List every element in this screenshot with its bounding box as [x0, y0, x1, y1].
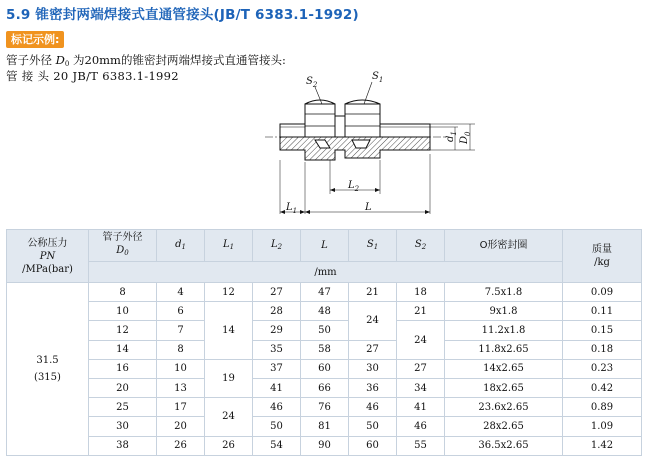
cell-s2: 27 — [397, 359, 445, 378]
header-d0-sym: $D_0$ — [116, 245, 129, 257]
cell-s1: 60 — [349, 436, 397, 455]
table-row — [7, 283, 642, 302]
cell-l2: 41 — [253, 378, 301, 397]
cell-d0: 16 — [89, 359, 157, 378]
table-row — [7, 340, 642, 359]
cell-d1: 6 — [157, 302, 205, 321]
header-s1: $S_1$ — [349, 230, 397, 262]
cell-d1: 20 — [157, 417, 205, 436]
cell-s1: 30 — [349, 359, 397, 378]
cell-l2: 27 — [253, 283, 301, 302]
table-row — [7, 302, 642, 321]
label-l1: $L_1$ — [286, 202, 298, 215]
cell-oring: 36.5x2.65 — [445, 436, 563, 455]
nut-s1 — [345, 104, 380, 137]
cell-mass: 1.42 — [563, 436, 642, 455]
cell-l2: 28 — [253, 302, 301, 321]
example-suffix: 为20mm的锥密封两端焊接式直通管接头: — [69, 53, 286, 67]
table-row — [7, 359, 642, 378]
header-l1: $L_1$ — [205, 230, 253, 262]
pressure-bar: (315) — [34, 371, 61, 383]
header-d1: $d_1$ — [157, 230, 205, 262]
cell-d0: 25 — [89, 398, 157, 417]
cell-d1: 26 — [157, 436, 205, 455]
cell-s1: 24 — [349, 302, 397, 340]
header-d0 — [89, 230, 157, 262]
header-pn — [7, 230, 89, 283]
cell-d0: 14 — [89, 340, 157, 359]
example-d0-sub: 0 — [64, 60, 70, 68]
cell-s2: 34 — [397, 378, 445, 397]
right-nipple — [380, 124, 430, 137]
table-row — [7, 436, 642, 455]
example-prefix: 管子外径 — [6, 53, 56, 67]
example-description — [6, 52, 286, 68]
cell-l1: 12 — [205, 283, 253, 302]
cell-mass: 1.09 — [563, 417, 642, 436]
table-row — [7, 378, 642, 397]
cell-d1: 7 — [157, 321, 205, 340]
cell-s2: 46 — [397, 417, 445, 436]
cell-l: 58 — [301, 340, 349, 359]
cell-d1: 8 — [157, 340, 205, 359]
cell-d0: 20 — [89, 378, 157, 397]
cell-mass: 0.11 — [563, 302, 642, 321]
label-d0: $D_0$ — [459, 131, 472, 144]
cell-l1: 14 — [205, 302, 253, 360]
cell-mass: 0.18 — [563, 340, 642, 359]
cell-oring: 14x2.65 — [445, 359, 563, 378]
cell-oring: 11.2x1.8 — [445, 321, 563, 340]
cell-s1: 50 — [349, 417, 397, 436]
left-nipple — [280, 124, 305, 137]
header-pn-unit: /MPa(bar) — [22, 263, 73, 275]
header-d0-cn: 管子外径 — [102, 232, 143, 243]
cell-s1: 21 — [349, 283, 397, 302]
fitting-drawing — [260, 62, 480, 222]
cell-l: 76 — [301, 398, 349, 417]
cell-s2: 55 — [397, 436, 445, 455]
table-row — [7, 417, 642, 436]
cell-oring: 11.8x2.65 — [445, 340, 563, 359]
table-row — [7, 321, 642, 340]
cell-d0: 12 — [89, 321, 157, 340]
cell-l1: 24 — [205, 398, 253, 436]
cell-l: 66 — [301, 378, 349, 397]
cell-l2: 54 — [253, 436, 301, 455]
label-l: L — [365, 202, 372, 213]
cell-oring: 23.6x2.65 — [445, 398, 563, 417]
cell-oring: 18x2.65 — [445, 378, 563, 397]
cell-d1: 17 — [157, 398, 205, 417]
cell-mass: 0.42 — [563, 378, 642, 397]
cell-d1: 10 — [157, 359, 205, 378]
cell-s1: 36 — [349, 378, 397, 397]
cell-l: 60 — [301, 359, 349, 378]
cell-s2: 18 — [397, 283, 445, 302]
cell-mass: 0.15 — [563, 321, 642, 340]
cell-d0: 38 — [89, 436, 157, 455]
example-tag: 标记示例: — [6, 31, 64, 48]
cell-pressure — [7, 283, 89, 456]
cell-l1: 26 — [205, 436, 253, 455]
cell-l: 50 — [301, 321, 349, 340]
header-unit-mm: /mm — [89, 262, 563, 283]
cell-d0: 10 — [89, 302, 157, 321]
table-row — [7, 398, 642, 417]
cell-l2: 35 — [253, 340, 301, 359]
header-l2: $L_2$ — [253, 230, 301, 262]
cell-mass: 0.09 — [563, 283, 642, 302]
cell-s1: 27 — [349, 340, 397, 359]
label-l2: $L_2$ — [348, 180, 360, 193]
cell-oring: 7.5x1.8 — [445, 283, 563, 302]
header-l: L — [301, 230, 349, 262]
header-oring: O形密封圈 — [445, 230, 563, 262]
header-pn-cn: 公称压力 — [27, 237, 68, 249]
label-s1: $S_1$ — [372, 71, 384, 84]
cell-d0: 30 — [89, 417, 157, 436]
cell-l2: 29 — [253, 321, 301, 340]
label-s2: $S_2$ — [306, 76, 318, 89]
cell-l: 81 — [301, 417, 349, 436]
cell-l: 48 — [301, 302, 349, 321]
cell-s2: 21 — [397, 302, 445, 321]
cell-oring: 28x2.65 — [445, 417, 563, 436]
example-d0-symbol: D — [55, 53, 65, 67]
cell-s2: 41 — [397, 398, 445, 417]
cell-l: 47 — [301, 283, 349, 302]
cell-d1: 4 — [157, 283, 205, 302]
cell-l2: 37 — [253, 359, 301, 378]
nut-s2 — [305, 104, 335, 137]
cell-mass: 0.23 — [563, 359, 642, 378]
cell-s2: 24 — [397, 321, 445, 359]
header-pn-sym: PN — [39, 250, 56, 262]
header-mass — [563, 230, 642, 283]
header-mass-unit: /kg — [594, 257, 610, 268]
cell-d0: 8 — [89, 283, 157, 302]
cell-l2: 50 — [253, 417, 301, 436]
pressure-mpa: 31.5 — [36, 354, 59, 366]
header-mass-cn: 质量 — [592, 244, 612, 255]
cell-s1: 46 — [349, 398, 397, 417]
example-marking: 管 接 头 20 JB/T 6383.1-1992 — [6, 69, 179, 83]
cell-oring: 9x1.8 — [445, 302, 563, 321]
cell-l1: 19 — [205, 359, 253, 397]
header-s2: $S_2$ — [397, 230, 445, 262]
cell-l: 90 — [301, 436, 349, 455]
section-title: 5.9 锥密封两端焊接式直通管接头(JB/T 6383.1-1992) — [6, 7, 359, 23]
cell-mass: 0.89 — [563, 398, 642, 417]
label-d1: $d_1$ — [445, 131, 458, 142]
cell-l2: 46 — [253, 398, 301, 417]
spec-table — [6, 229, 642, 456]
cell-d1: 13 — [157, 378, 205, 397]
